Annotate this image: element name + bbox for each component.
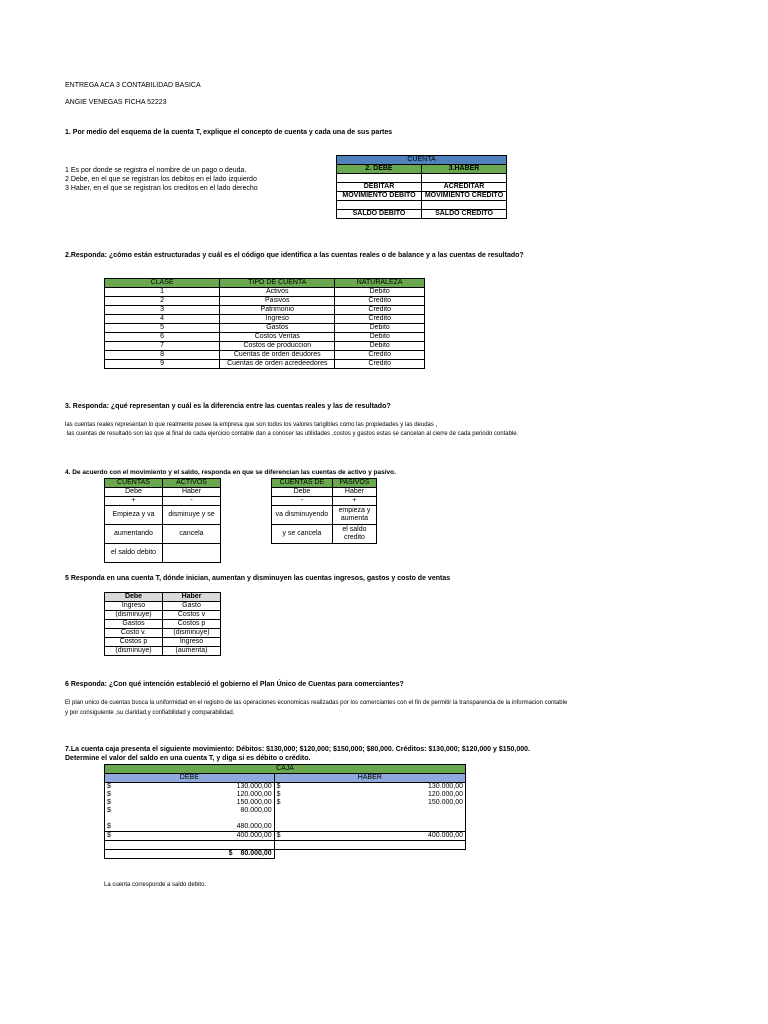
q1-line-3: 3 Haber, en el que se registran los creditos en el lado derecho [65,185,258,192]
q2-header-naturaleza: NATURALEZA [335,279,425,288]
table-cell [163,544,221,563]
caja-saldo: $ 80.000,00 [105,850,275,859]
t-account-cell: SALDO CREDITO [422,210,507,219]
caja-haber-column [274,783,465,832]
t-account-cell: MOVIMIENTO DEBITO [337,192,422,201]
q3-line-1: las cuentas reales representan lo que realmente posee la empresa que son todos los valores tangibles como las propiedades y las deudas , [65,422,438,428]
table-cell: Costos p [105,638,163,647]
table-cell: Cuentas de orden acredeedores [220,360,335,369]
caja-debe-column [105,783,275,832]
table-cell: Credito [335,297,425,306]
table-cell: 2 [105,297,220,306]
q3-question: 3. Responda: ¿qué representan y cuál es la diferencia entre las cuentas reales y las de resultado? [65,403,391,410]
table-cell: 9 [105,360,220,369]
table-cell: (disminuye) [163,629,221,638]
q7-conclusion: La cuenta corresponde a saldo debito. [104,882,207,888]
table-cell: Patrimonio [220,306,335,315]
q4-activos-header: CUENTAS [105,479,163,488]
table-cell: Debe [105,488,163,497]
table-cell: Credito [335,306,425,315]
q1-t-account-table [336,155,507,219]
table-cell: cancela [163,525,221,544]
table-cell: Credito [335,315,425,324]
debe-entry: $ 130.000,00 [107,783,272,790]
q6-line-1: El plan unico de cuentas busca la uniformidad en el registro de las operaciones economicas realizadas por los comerciantes con el fin de permitir la transparencia de la informacion contable [65,700,568,706]
table-cell: - [272,497,333,506]
table-cell: Debito [335,324,425,333]
q4-pasivos-table [271,478,377,544]
table-cell: Debito [335,342,425,351]
q1-line-2: 2 Debe, en el que se registran los debitos en el lado izquierdo [65,176,257,183]
table-cell: disminuye y se [163,506,221,525]
table-cell: Costos de produccion [220,342,335,351]
caja-debe-total: $ 400.000,00 [105,832,275,841]
table-cell: - [163,497,221,506]
t-account-cell: ACREDITAR [422,183,507,192]
t-account-cell: DEBITAR [337,183,422,192]
haber-entry: $ 120.000,00 [276,791,463,798]
table-cell: 3 [105,306,220,315]
table-cell: Debito [335,333,425,342]
table-cell: 6 [105,333,220,342]
table-cell: empieza y aumenta [332,506,376,525]
q7-caja-table [104,764,466,859]
table-cell: Ingreso [105,602,163,611]
q5-header-haber: Haber [163,593,221,602]
q2-question: 2.Responda: ¿cómo están estructuradas y cuál es el código que identifica a las cuentas reales o de balance y a las cuentas de resultado? [65,252,524,259]
q1-line-1: 1 Es por donde se registra el nombre de un pago o deuda. [65,167,247,174]
q5-t-account-table [104,592,221,656]
table-cell: Gasto [163,602,221,611]
q1-question: 1. Por medio del esquema de la cuenta T, explique el concepto de cuenta y cada una de sus partes [65,129,393,136]
q6-line-2: y por consiguiente ,su claridad,y confiabilidad y comparabilidad. [65,710,235,716]
q7-question-line-2: Determine el valor del saldo en una cuenta T, y diga si es débito o crédito. [65,755,311,762]
table-cell: Gastos [220,324,335,333]
table-cell: Debe [272,488,333,497]
q2-header-clase: CLASE [105,279,220,288]
table-cell: Costos v [163,611,221,620]
caja-debe-header: DEBE [105,774,275,783]
q4-activos-header: ACTIVOS [163,479,221,488]
table-cell: Haber [332,488,376,497]
q5-header-debe: Debe [105,593,163,602]
q4-pasivos-header: PASIVOS [332,479,376,488]
caja-title: CAJA [105,765,466,774]
table-cell: Debito [335,288,425,297]
caja-haber-header: HABER [274,774,465,783]
q4-pasivos-header: CUENTAS DE [272,479,333,488]
table-cell: Costo v. [105,629,163,638]
haber-entry: $ 150.000,00 [276,799,463,806]
table-cell: 5 [105,324,220,333]
document-author: ANGIE VENEGAS FICHA 52223 [65,99,167,106]
table-cell: va disminuyendo [272,506,333,525]
table-cell: Cuentas de orden deudores [220,351,335,360]
t-account-haber-header: 3.HABER [422,165,507,174]
table-cell: 7 [105,342,220,351]
table-cell: el saldo credito [332,525,376,544]
table-cell: Activos [220,288,335,297]
table-cell: 4 [105,315,220,324]
table-cell: 1 [105,288,220,297]
q2-header-tipo: TIPO DE CUENTA [220,279,335,288]
table-cell: el saldo debito [105,544,163,563]
debe-sum: $ 480.000,00 [107,823,272,830]
table-cell: aumentando [105,525,163,544]
table-cell: Ingreso [163,638,221,647]
table-cell: Credito [335,351,425,360]
q6-question: 6 Responda: ¿Con qué intención estableció el gobierno el Plan Único de Cuentas para comerciantes? [65,681,404,688]
table-cell: + [332,497,376,506]
q4-activos-table [104,478,221,563]
table-cell: Gastos [105,620,163,629]
q4-question: 4. De acuerdo con el movimiento y el saldo, responda en que se diferencian las cuentas de activo y pasivo. [65,469,396,476]
debe-entry: $ 120.000,00 [107,791,272,798]
t-account-debe-header: 2. DEBE [337,165,422,174]
table-cell: y se cancela [272,525,333,544]
debe-entry: $ 150.000,00 [107,799,272,806]
t-account-title: CUENTA [337,156,507,165]
table-cell: 8 [105,351,220,360]
table-cell: (disminuye) [105,647,163,656]
q7-question-line-1: 7.La cuenta caja presenta el siguiente movimiento: Débitos: $130,000; $120,000; $150,000; $80,000. Créditos: $130,000; $120,000 y $150,000. [65,746,530,753]
table-cell: Credito [335,360,425,369]
debe-entry: $ 80.000,00 [107,807,272,814]
q3-line-2: las cuentas de resultado son las que al final de cada ejercicio contable dan a conocer las utilidades ,costos y gastos estas se cancelan al cierre de cada periodo contable. [65,431,519,437]
table-cell: Costos Ventas [220,333,335,342]
document-title: ENTREGA ACA 3 CONTABILIDAD BASICA [65,82,201,89]
haber-entry: $ 130.000,00 [276,783,463,790]
table-cell: Pasivos [220,297,335,306]
caja-haber-total: $ 400.000,00 [274,832,465,841]
t-account-cell: SALDO DEBITO [337,210,422,219]
table-cell: + [105,497,163,506]
table-cell: Haber [163,488,221,497]
table-cell: Empieza y va [105,506,163,525]
table-cell: (disminuye) [105,611,163,620]
t-account-cell: MOVIMIENTO CREDITO [422,192,507,201]
table-cell: Costos p [163,620,221,629]
q2-classes-table [104,278,425,369]
table-cell: Ingreso [220,315,335,324]
table-cell: (aumenta) [163,647,221,656]
q5-question: 5 Responda en una cuenta T, dónde inician, aumentan y disminuyen las cuentas ingresos, gastos y costo de ventas [65,575,451,582]
